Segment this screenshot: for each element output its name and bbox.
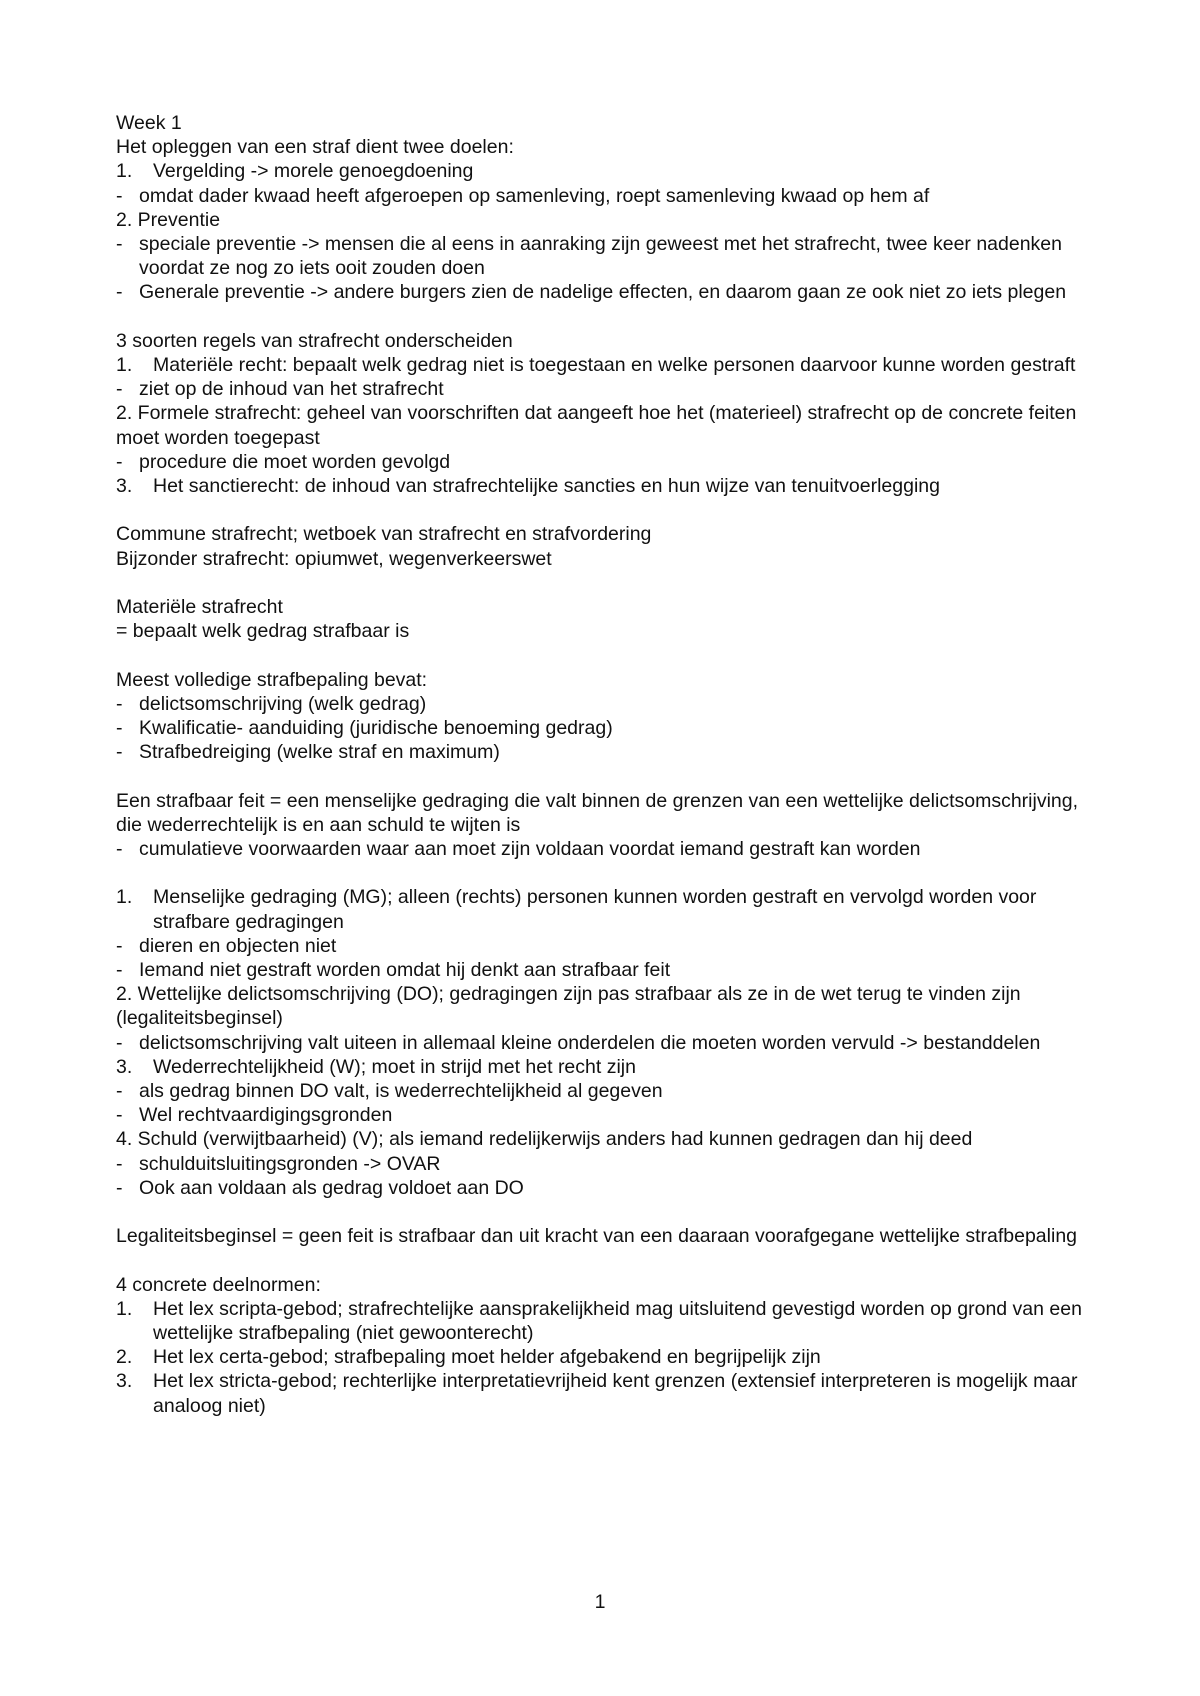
- item-number: 2.: [116, 1346, 133, 1369]
- dash-marker: -: [116, 1176, 123, 1199]
- dash-marker: -: [116, 934, 123, 957]
- numbered-paragraph: 4. Schuld (verwijtbaarheid) (V); als iemand redelijkerwijs anders had kunnen gedragen dan hij deed: [116, 1128, 973, 1151]
- item-text: Het sanctierecht: de inhoud van strafrechtelijke sancties en hun wijze van tenuitvoerlegging: [153, 475, 940, 498]
- numbered-item: [116, 1345, 1106, 1369]
- item-number: 3.: [116, 1370, 133, 1393]
- section-intro: 4 concrete deelnormen:: [116, 1273, 321, 1296]
- bullet-text: delictsomschrijving (welk gedrag): [139, 692, 427, 715]
- item-text: Wederrechtelijkheid (W); moet in strijd met het recht zijn: [153, 1055, 636, 1078]
- paragraph: Een strafbaar feit = een menselijke gedraging die valt binnen de grenzen van een wettelijke delictsomschrijving, die wederrechtelijk is en aan schuld te wijten is: [116, 789, 1079, 836]
- bullet-item: [116, 450, 1106, 474]
- bullet-item: [116, 958, 1106, 982]
- item-text: Het lex stricta-gebod; rechterlijke interpretatievrijheid kent grenzen (extensief interpreteren is mogelijk maar analoog niet): [153, 1370, 1078, 1417]
- item-text: Het lex certa-gebod; strafbepaling moet helder afgebakend en begrijpelijk zijn: [153, 1346, 821, 1369]
- dash-marker: -: [116, 1104, 123, 1127]
- item-text: Het lex scripta-gebod; strafrechtelijke aansprakelijkheid mag uitsluitend gevestigd worden op grond van een wettelijke strafbepaling (niet gewoonterecht): [153, 1297, 1082, 1345]
- item-number: 1.: [116, 354, 133, 377]
- bullet-text: Strafbedreiging (welke straf en maximum): [139, 741, 500, 764]
- numbered-item: [116, 159, 1106, 183]
- numbered-item: [116, 1369, 1106, 1417]
- dash-marker: -: [116, 741, 123, 764]
- bullet-text: dieren en objecten niet: [139, 934, 337, 957]
- bullet-text: als gedrag binnen DO valt, is wederrechtelijkheid al gegeven: [139, 1080, 663, 1103]
- bullet-text: ziet op de inhoud van het strafrecht: [139, 378, 444, 401]
- item-number: 1.: [116, 886, 133, 909]
- item-number: 3.: [116, 475, 133, 498]
- numbered-item: [116, 885, 1106, 933]
- bullet-item: [116, 280, 1106, 304]
- text-line: Materiële strafrecht: [116, 596, 283, 619]
- bullet-text: Wel rechtvaardigingsgronden: [139, 1104, 393, 1127]
- item-number: 1.: [116, 160, 133, 183]
- bullet-text: Ook aan voldaan als gedrag voldoet aan DO: [139, 1176, 524, 1199]
- dash-marker: -: [116, 717, 123, 740]
- section-intro: Meest volledige strafbepaling bevat:: [116, 668, 428, 691]
- dash-marker: -: [116, 281, 123, 304]
- dash-marker: -: [116, 959, 123, 982]
- bullet-item: [116, 837, 1106, 861]
- numbered-item: [116, 1055, 1106, 1079]
- numbered-item: [116, 1297, 1106, 1345]
- item-text: Materiële recht: bepaalt welk gedrag niet is toegestaan en welke personen daarvoor kunne worden gestraft: [153, 354, 1076, 377]
- dash-marker: -: [116, 1152, 123, 1175]
- bullet-item: [116, 740, 1106, 764]
- numbered-paragraph: 2. Formele strafrecht: geheel van voorschriften dat aangeeft hoe het (materieel) strafrecht op de concrete feiten moet worden toegepast: [116, 402, 1077, 449]
- document-page: [116, 111, 1106, 1418]
- text-line: Commune strafrecht; wetboek van strafrecht en strafvordering: [116, 523, 652, 546]
- bullet-item: [116, 1103, 1106, 1127]
- numbered-item: [116, 353, 1106, 377]
- section-intro: Het opleggen van een straf dient twee doelen:: [116, 136, 514, 159]
- bullet-item: [116, 1031, 1106, 1055]
- page-number: 1: [594, 1591, 606, 1613]
- text-line: = bepaalt welk gedrag strafbaar is: [116, 620, 410, 643]
- bullet-item: [116, 232, 1106, 280]
- week-title: Week 1: [116, 112, 182, 134]
- dash-marker: -: [116, 1031, 123, 1054]
- paragraph: Legaliteitsbeginsel = geen feit is strafbaar dan uit kracht van een daaraan voorafgegane wettelijke strafbepaling: [116, 1225, 1078, 1248]
- item-number: 3.: [116, 1055, 133, 1078]
- text-line: Bijzonder strafrecht: opiumwet, wegenverkeerswet: [116, 547, 552, 570]
- bullet-item: [116, 1176, 1106, 1200]
- bullet-text: Iemand niet gestraft worden omdat hij denkt aan strafbaar feit: [139, 959, 671, 982]
- dash-marker: -: [116, 692, 123, 715]
- bullet-text: cumulatieve voorwaarden waar aan moet zijn voldaan voordat iemand gestraft kan worden: [139, 838, 921, 861]
- item-number: 1.: [116, 1297, 133, 1320]
- item-text: Menselijke gedraging (MG); alleen (rechts) personen kunnen worden gestraft en vervolgd worden voor strafbare gedragingen: [153, 886, 1037, 933]
- numbered-item: [116, 474, 1106, 498]
- bullet-item: [116, 1152, 1106, 1176]
- bullet-text: omdat dader kwaad heeft afgeroepen op samenleving, roept samenleving kwaad op hem af: [139, 184, 930, 207]
- item-text: Vergelding -> morele genoegdoening: [153, 160, 474, 183]
- bullet-text: delictsomschrijving valt uiteen in allemaal kleine onderdelen die moeten worden vervuld -> bestanddelen: [139, 1031, 1041, 1054]
- dash-marker: -: [116, 184, 123, 207]
- bullet-item: [116, 934, 1106, 958]
- numbered-paragraph: 2. Wettelijke delictsomschrijving (DO); gedragingen zijn pas strafbaar als ze in de wet terug te vinden zijn (legaliteitsbeginsel): [116, 983, 1021, 1030]
- bullet-text: procedure die moet worden gevolgd: [139, 450, 451, 473]
- bullet-text: speciale preventie -> mensen die al eens in aanraking zijn geweest met het strafrecht, twee keer nadenken voordat ze nog zo iets ooit zouden doen: [139, 233, 1062, 280]
- bullet-text: schulduitsluitingsgronden -> OVAR: [139, 1152, 441, 1175]
- numbered-heading: 2. Preventie: [116, 208, 221, 231]
- dash-marker: -: [116, 1080, 123, 1103]
- section-intro: 3 soorten regels van strafrecht onderscheiden: [116, 329, 513, 352]
- dash-marker: -: [116, 233, 123, 256]
- dash-marker: -: [116, 378, 123, 401]
- bullet-text: Generale preventie -> andere burgers zien de nadelige effecten, en daarom gaan ze ook niet zo iets plegen: [139, 281, 1067, 304]
- dash-marker: -: [116, 450, 123, 473]
- dash-marker: -: [116, 838, 123, 861]
- bullet-item: [116, 377, 1106, 401]
- bullet-item: [116, 1079, 1106, 1103]
- bullet-item: [116, 184, 1106, 208]
- bullet-text: Kwalificatie- aanduiding (juridische benoeming gedrag): [139, 717, 613, 740]
- bullet-item: [116, 716, 1106, 740]
- bullet-item: [116, 692, 1106, 716]
